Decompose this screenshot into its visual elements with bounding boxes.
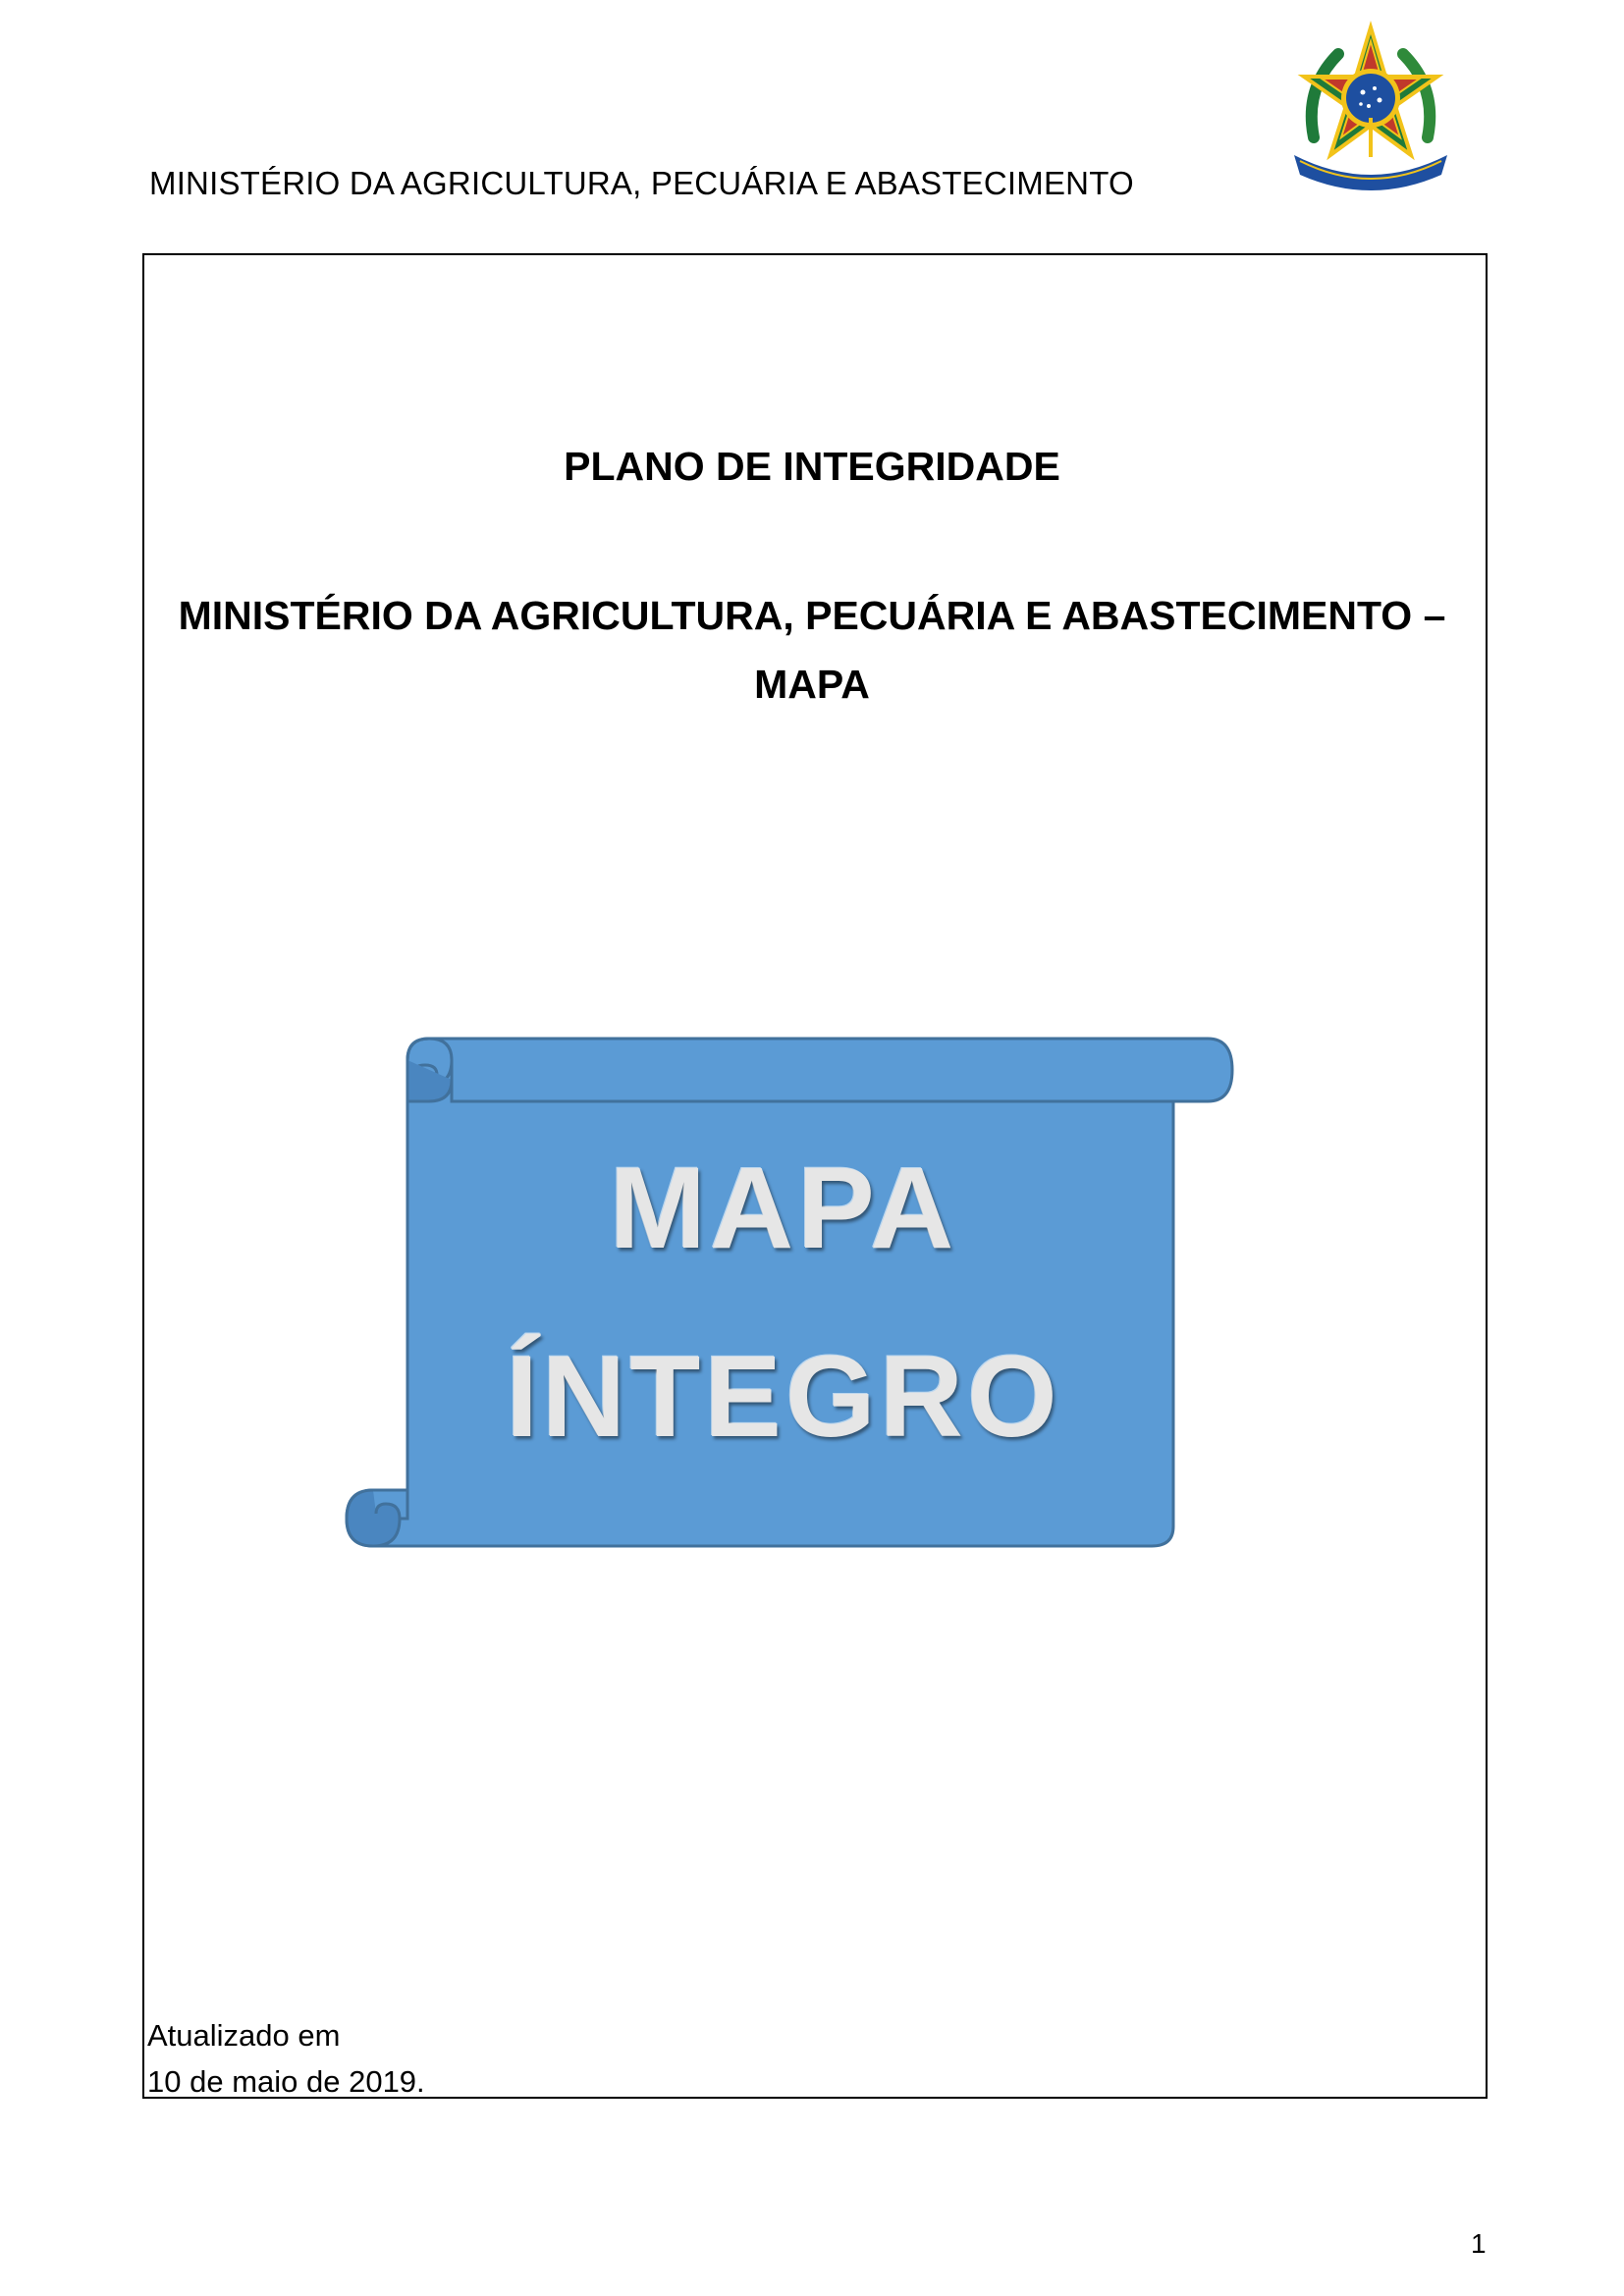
update-note [147,2012,425,2105]
brazil-coat-of-arms-icon [1284,20,1457,192]
banner-text-integro: ÍNTEGRO [506,1332,1061,1462]
updated-date: 10 de maio de 2019. [147,2064,425,2099]
document-title: PLANO DE INTEGRIDADE [564,444,1060,489]
header-ministry-name: MINISTÉRIO DA AGRICULTURA, PECUÁRIA E ABASTECIMENTO [149,165,1134,201]
updated-label: Atualizado em [147,2018,341,2053]
document-subtitle [0,581,1624,719]
scroll-shape [339,1031,1242,1556]
subtitle-line-2: MAPA [754,662,870,707]
banner-text-mapa: MAPA [609,1144,958,1273]
page-number: 1 [1471,2228,1487,2259]
subtitle-line-1: MINISTÉRIO DA AGRICULTURA, PECUÁRIA E ABASTECIMENTO – [178,593,1446,638]
scroll-banner [339,1031,1242,1556]
